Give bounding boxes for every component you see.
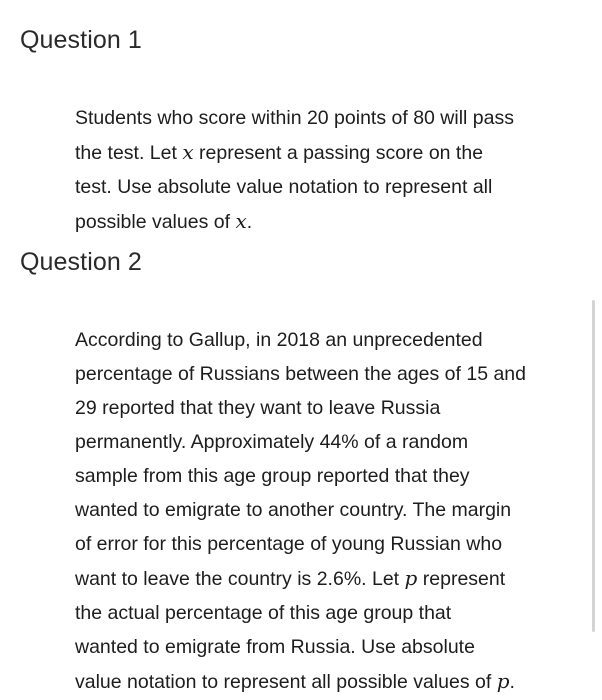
text-segment: represent: [417, 568, 506, 590]
text-line: [75, 493, 586, 527]
question-2-text: [0, 323, 602, 699]
text-segment: possible values of: [75, 211, 236, 233]
text-segment: According to Gallup, in 2018 an unprecedented: [75, 329, 483, 351]
text-line: [75, 459, 586, 493]
text-line: [75, 101, 586, 135]
text-line: [75, 204, 586, 239]
text-segment: the actual percentage of this age group that: [75, 602, 452, 624]
text-segment: test. Use absolute value notation to represent all: [75, 176, 493, 198]
text-line: [75, 170, 586, 204]
question-2: [0, 246, 602, 699]
question-1-title: Question 1: [20, 26, 142, 54]
text-segment: want to leave the country is 2.6%. Let: [75, 568, 405, 590]
text-segment: .: [246, 211, 253, 233]
text-segment: percentage of Russians between the ages of 15 and: [75, 363, 526, 385]
math-variable: x: [235, 209, 247, 233]
text-line: [75, 664, 586, 699]
text-segment: represent a passing score on the: [193, 142, 484, 164]
text-line: [75, 630, 586, 664]
text-line: [75, 357, 586, 391]
math-variable: x: [182, 140, 194, 164]
text-line: [75, 323, 586, 357]
text-line: [75, 391, 586, 425]
math-variable: p: [404, 566, 418, 590]
text-line: [75, 527, 586, 561]
question-1-text: [0, 101, 602, 239]
text-line: [75, 596, 586, 630]
text-segment: wanted to emigrate to another country. The margin: [75, 499, 512, 521]
text-segment: of error for this percentage of young Russian who: [75, 533, 503, 555]
text-segment: Students who score within 20 points of 80 will pass: [75, 107, 514, 129]
scrollbar[interactable]: [592, 300, 595, 632]
text-segment: value notation to represent all possible values of: [75, 671, 497, 693]
text-line: [75, 561, 586, 596]
text-line: [75, 425, 586, 459]
question-2-title: Question 2: [20, 248, 142, 276]
text-segment: the test. Let: [75, 142, 183, 164]
text-line: [75, 135, 586, 170]
text-segment: 29 reported that they want to leave Russia: [75, 397, 441, 419]
text-segment: permanently. Approximately 44% of a random: [75, 431, 469, 453]
text-segment: wanted to emigrate from Russia. Use absolute: [75, 636, 475, 658]
text-segment: .: [509, 671, 515, 693]
text-segment: sample from this age group reported that they: [75, 465, 470, 487]
math-variable: p: [496, 669, 510, 693]
question-1: [0, 24, 602, 239]
